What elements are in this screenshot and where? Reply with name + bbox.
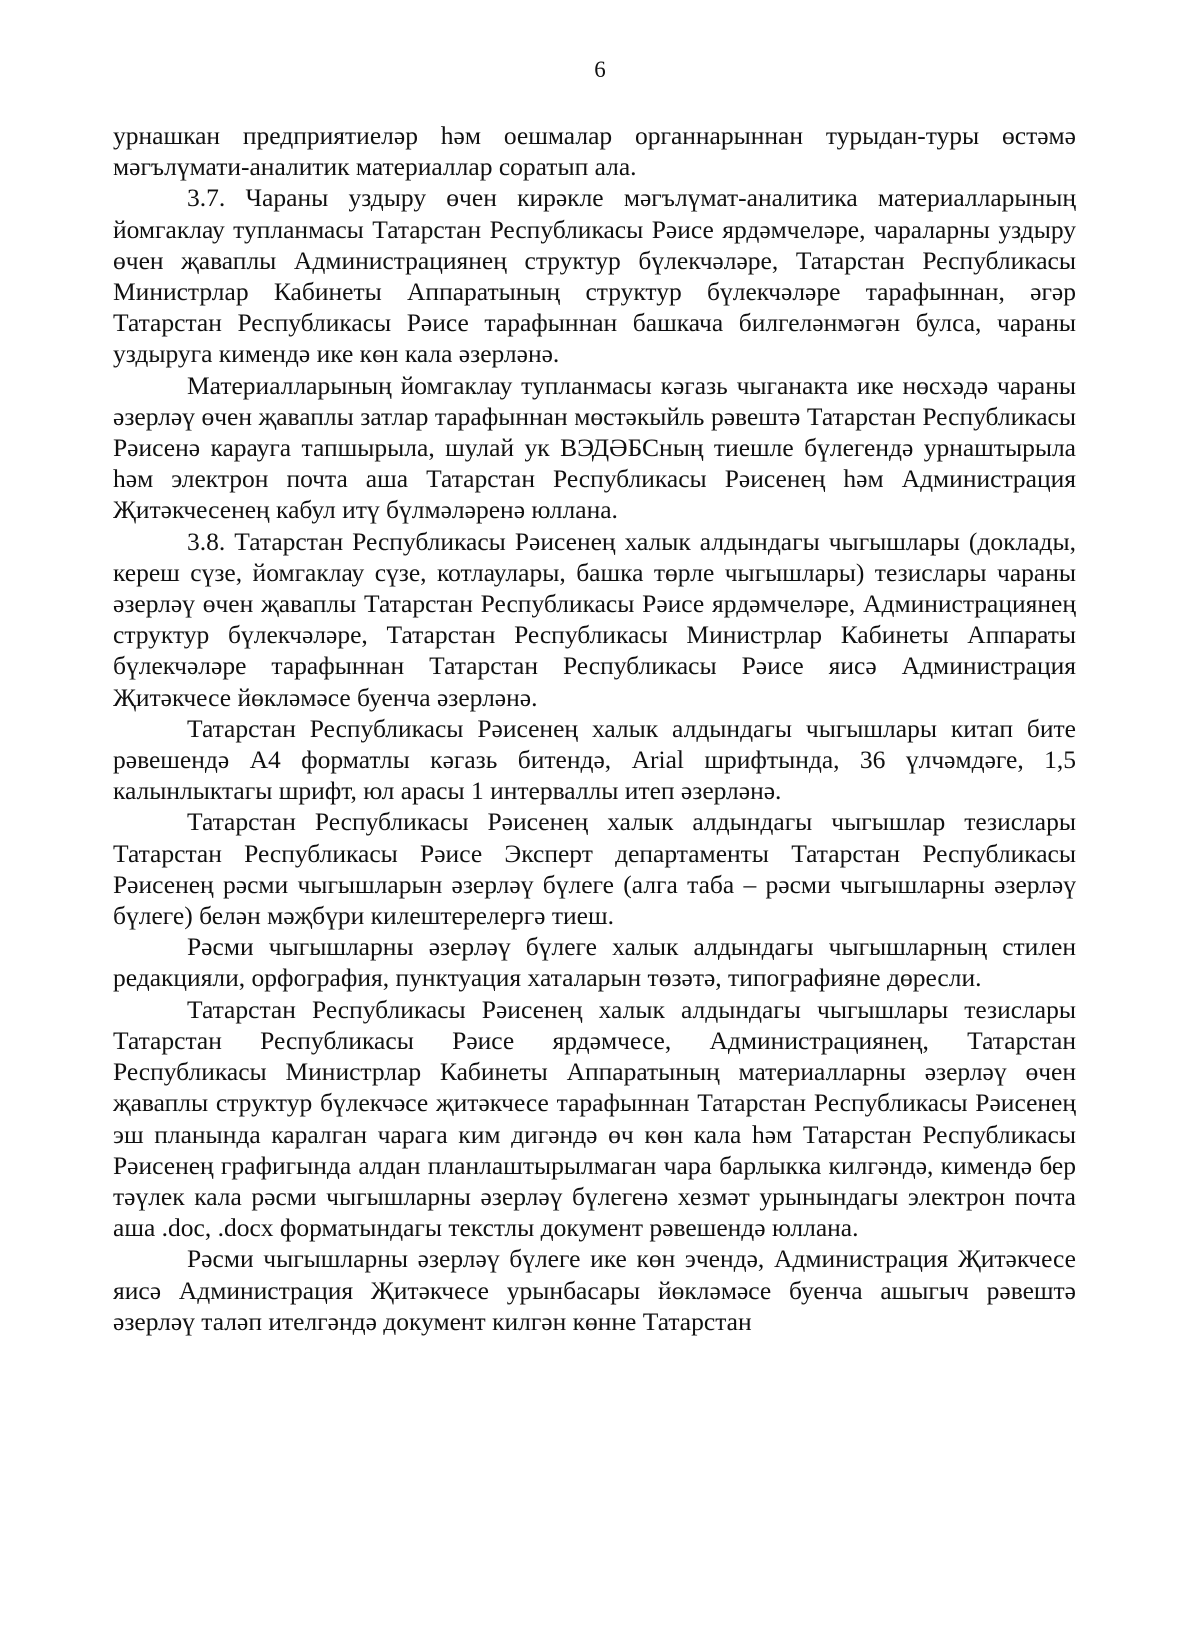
paragraph: Рәсми чыгышларны әзерләү бүлеге халык алдындагы чыгышларның стилен редакцияли, орфография, пунктуация хаталарын төзәтә, типографияне дөресли. xyxy=(113,932,1076,993)
paragraph: Татарстан Республикасы Рәисенең халык алдындагы чыгышлары китап бите рәвешендә А4 форматлы кәгазь битендә, Arial шрифтында, 36 үлчәмдәге, 1,5 калынлыктагы шрифт, юл арасы 1 интерваллы итеп әзерләнә. xyxy=(113,713,1076,806)
document-body xyxy=(113,120,1076,1337)
paragraph: Татарстан Республикасы Рәисенең халык алдындагы чыгышлары тезислары Татарстан Республикасы Рәисе ярдәмчесе, Администрациянең, Татарстан Республикасы Министрлар Кабинеты Аппаратының материалларны әзерләү өчен җаваплы структур бүлекчәсе җитәкчесе тарафыннан Татарстан Республикасы Рәисенең эш планында каралган чарага ким дигәндә өч көн кала һәм Татарстан Республикасы Рәисенең графигында алдан планлаштырылмаган чара барлыкка килгәндә, кимендә бер тәүлек кала рәсми чыгышларны әзерләү бүлегенә хезмәт урынындагы электрон почта аша .doc, .docx форматындагы текстлы документ рәвешендә юллана. xyxy=(113,994,1076,1243)
paragraph: Рәсми чыгышларны әзерләү бүлеге ике көн эчендә, Администрация Җитәкчесе яисә Администрация Җитәкчесе урынбасары йөкләмәсе буенча ашыгыч рәвештә әзерләү таләп ителгәндә документ килгән көнне Татарстан xyxy=(113,1244,1076,1336)
paragraph: Татарстан Республикасы Рәисенең халык алдындагы чыгышлар тезислары Татарстан Республикасы Рәисе Эксперт департаменты Татарстан Республикасы Рәисенең рәсми чыгышларын әзерләү бүлеге (алга таба – рәсми чыгышларны әзерләү бүлеге) белән мәҗбүри килештерелергә тиеш. xyxy=(113,807,1076,931)
paragraph: 3.7. Чараны уздыру өчен кирәкле мәгълүмат-аналитика материалларының йомгаклау тупланмасы Татарстан Республикасы Рәисе ярдәмчеләре, чараларны уздыру өчен җаваплы Администрациянең структур бүлекчәләре, Татарстан Республикасы Министрлар Кабинеты Аппаратының структур бүлекчәләре тарафыннан, әгәр Татарстан Республикасы Рәисе тарафыннан башкача билгеләнмәгән булса, чараны уздыруга кимендә ике көн кала әзерләнә. xyxy=(113,183,1076,369)
page-number: 6 xyxy=(594,57,606,82)
paragraph: 3.8. Татарстан Республикасы Рәисенең халык алдындагы чыгышлары (доклады, кереш сүзе, йомгаклау сүзе, котлаулары, башка төрле чыгышлары) тезислары чараны әзерләү өчен җаваплы Татарстан Республикасы Рәисе ярдәмчеләре, Администрациянең структур бүлекчәләре, Татарстан Республикасы Министрлар Кабинеты Аппараты бүлекчәләре тарафыннан Татарстан Республикасы Рәисе яисә Администрация Җитәкчесе йөкләмәсе буенча әзерләнә. xyxy=(113,526,1076,712)
paragraph: урнашкан предприятиеләр һәм оешмалар органнарыннан турыдан-туры өстәмә мәгълүмати-аналитик материаллар соратып ала. xyxy=(113,121,1076,182)
paragraph: Материалларының йомгаклау тупланмасы кәгазь чыганакта ике нөсхәдә чараны әзерләү өчен җаваплы затлар тарафыннан мөстәкыйль рәвештә Татарстан Республикасы Рәисенә карауга тапшырыла, шулай ук ВЭДӘБСның тиешле бүлегендә урнаштырыла һәм электрон почта аша Татарстан Республикасы Рәисенең һәм Администрация Җитәкчесенең кабул итү бүлмәләренә юллана. xyxy=(113,370,1076,525)
